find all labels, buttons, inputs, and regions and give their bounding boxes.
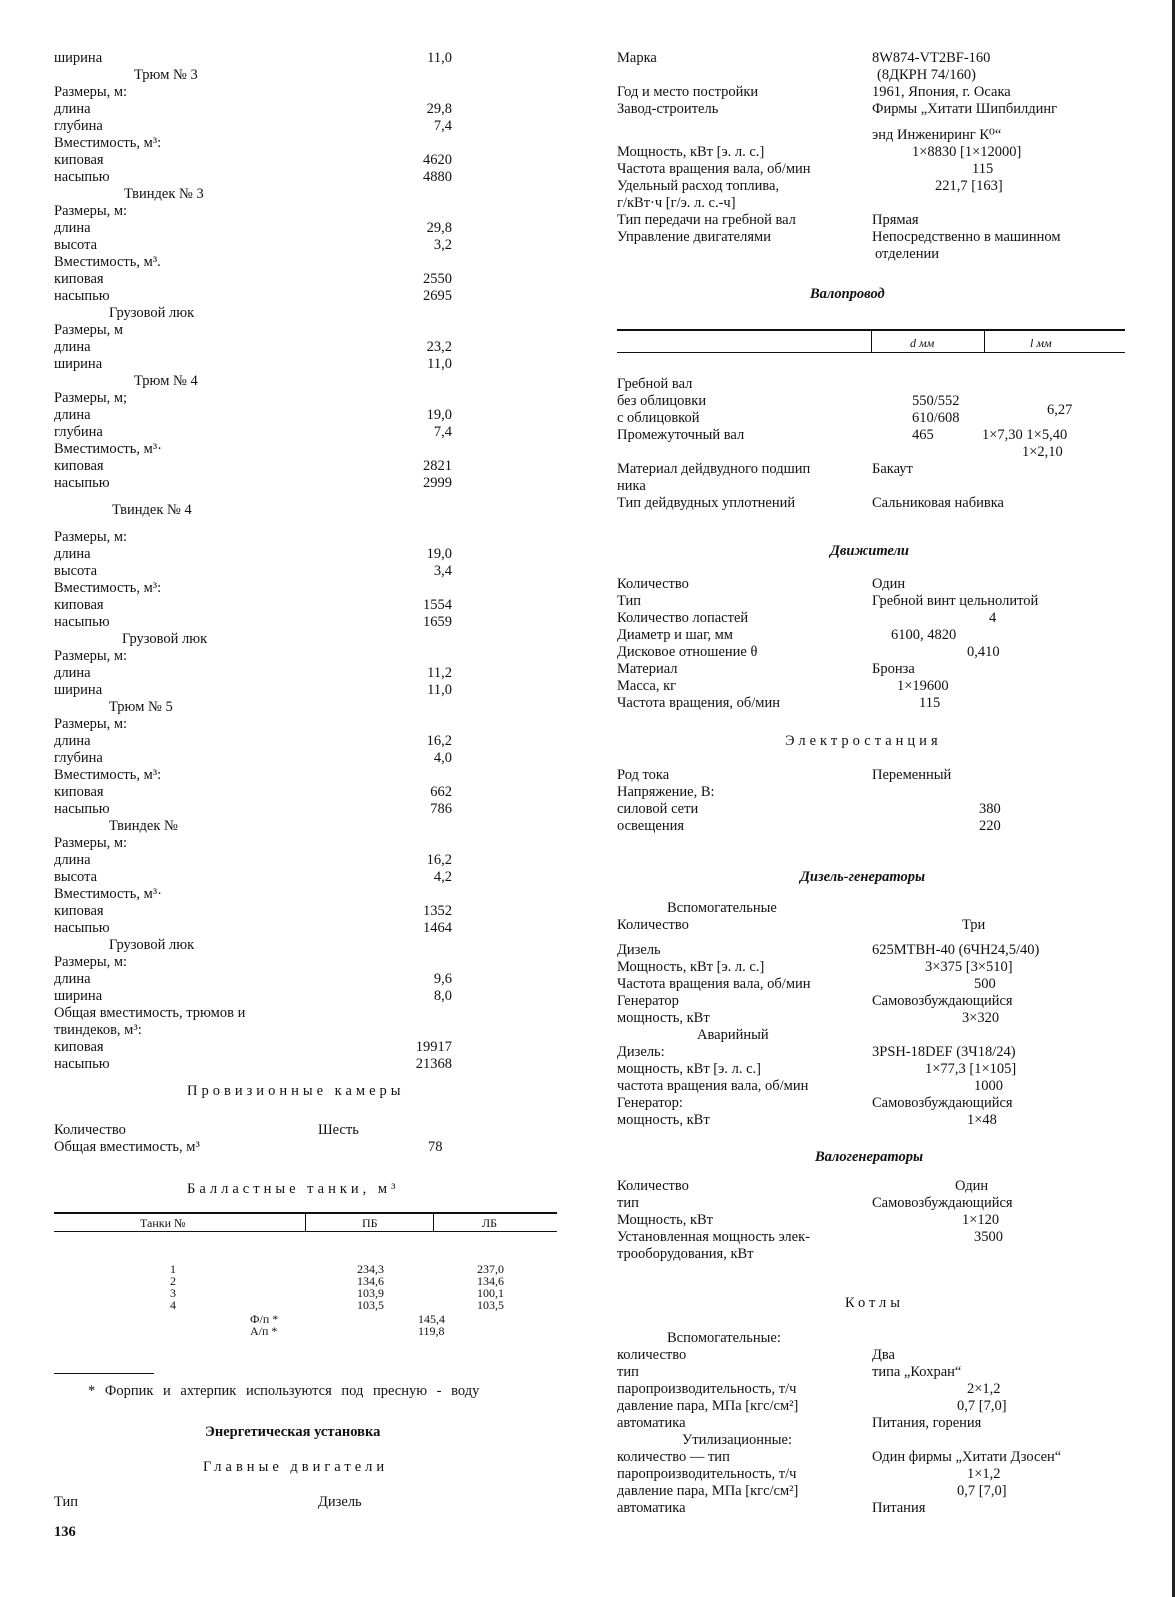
- shaftgen-label: трооборудования, кВт: [617, 1246, 754, 1262]
- provision-count-value: Шесть: [318, 1122, 359, 1138]
- shaft-row-l: 6,27: [1047, 402, 1073, 418]
- power-label: силовой сети: [617, 801, 699, 817]
- spec-value: 7,4: [433, 118, 452, 134]
- ballast-extra-value: 145,4: [418, 1312, 445, 1326]
- dg-value: Самовозбуждающийся: [872, 1095, 1013, 1111]
- spec-label: Размеры, м:: [54, 835, 128, 851]
- ballast-title: Балластные танки, м³: [187, 1181, 400, 1197]
- dg-value: Самовозбуждающийся: [872, 993, 1013, 1009]
- spec-label: Размеры, м:: [54, 648, 128, 664]
- spec-label: Размеры, м: [54, 322, 124, 338]
- energy-type-value: Дизель: [318, 1494, 362, 1510]
- dg-title: Дизель-генераторы: [800, 869, 926, 885]
- engine-value: отделении: [875, 246, 939, 262]
- propulsion-value: 0,410: [967, 644, 1000, 660]
- spec-label: Общая вместимость, трюмов и: [54, 1005, 246, 1021]
- energy-title: Энергетическая установка: [205, 1424, 381, 1440]
- spec-value: 23,2: [426, 339, 452, 355]
- dg-value: Три: [962, 917, 986, 933]
- spec-value: 8,0: [433, 988, 452, 1004]
- ballast-col-rule-2: [433, 1213, 434, 1231]
- propulsion-value: 4: [989, 610, 997, 626]
- shaft-title: Валопровод: [810, 286, 885, 302]
- ballast-pb-value: 134,6: [357, 1274, 384, 1288]
- engine-value: Непосредственно в машинном: [872, 229, 1061, 245]
- dg-label: Мощность, кВт [э. л. с.]: [617, 959, 765, 975]
- spec-value: 4,2: [433, 869, 452, 885]
- shaft-material-value: Бакаут: [872, 461, 913, 477]
- spec-label: Размеры, м:: [54, 203, 128, 219]
- spec-value: 7,4: [433, 424, 452, 440]
- shaft-row-label: Гребной вал: [617, 376, 693, 392]
- ballast-footnote: * Форпик и ахтерпик используются под пресную - воду: [88, 1383, 480, 1399]
- boiler-label: давление пара, МПа [кгс/см²]: [617, 1398, 799, 1414]
- spec-value: 19,0: [426, 546, 452, 562]
- shaft-material-label: Материал дейдвудного подшип: [617, 461, 811, 477]
- boiler-value: Один фирмы „Хитати Дзосен“: [872, 1449, 1062, 1465]
- propulsion-value: 6100, 4820: [891, 627, 957, 643]
- boiler-subheading: Вспомогательные:: [667, 1330, 781, 1346]
- boilers-title: Котлы: [845, 1295, 904, 1311]
- shaftgen-label: Установленная мощность элек-: [617, 1229, 810, 1245]
- hold-heading: Трюм № 5: [109, 699, 173, 715]
- propulsion-label: Масса, кг: [617, 678, 677, 694]
- spec-value: 11,0: [427, 682, 452, 698]
- spec-label: ширина: [54, 682, 103, 698]
- shaft-row-d: 610/608: [912, 410, 960, 426]
- spec-value: 2821: [423, 458, 452, 474]
- dg-label: частота вращения вала, об/мин: [617, 1078, 809, 1094]
- spec-label: насыпью: [54, 920, 110, 936]
- ballast-tank-number: 3: [170, 1286, 176, 1300]
- spec-value: 4,0: [433, 750, 452, 766]
- spec-label: Вместимость, м³·: [54, 886, 162, 902]
- boiler-value: Питания: [872, 1500, 926, 1516]
- spec-label: длина: [54, 971, 91, 987]
- spec-value: 16,2: [426, 733, 452, 749]
- dg-subheading: Вспомогательные: [667, 900, 777, 916]
- spec-label: глубина: [54, 118, 103, 134]
- ballast-tank-number: 1: [170, 1262, 176, 1276]
- dg-label: Частота вращения вала, об/мин: [617, 976, 811, 992]
- dg-value: 1000: [974, 1078, 1003, 1094]
- spec-value: 786: [430, 801, 452, 817]
- shaft-row-label: Промежуточный вал: [617, 427, 745, 443]
- engine-value: 8W874-VT2BF-160: [872, 50, 991, 66]
- ballast-col-rule-1: [305, 1213, 306, 1231]
- spec-label: Размеры, м;: [54, 390, 128, 406]
- spec-label: киповая: [54, 1039, 104, 1055]
- spec-label: твиндеков, м³:: [54, 1022, 142, 1038]
- hold-heading: Твиндек № 4: [112, 502, 192, 518]
- spec-value: 16,2: [426, 852, 452, 868]
- ballast-lb-value: 103,5: [477, 1298, 504, 1312]
- boiler-label: давление пара, МПа [кгс/см²]: [617, 1483, 799, 1499]
- power-label: Напряжение, В:: [617, 784, 715, 800]
- spec-value: 29,8: [426, 101, 452, 117]
- boiler-value: 2×1,2: [967, 1381, 1001, 1397]
- spec-value: 3,2: [433, 237, 452, 253]
- shaft-head-d: d мм: [910, 336, 935, 350]
- engine-label: Завод-строитель: [617, 101, 719, 117]
- boiler-value: Два: [872, 1347, 895, 1363]
- power-value: 220: [979, 818, 1001, 834]
- propulsion-label: Материал: [617, 661, 678, 677]
- dg-value: 3PSH-18DEF (3Ч18/24): [872, 1044, 1016, 1060]
- hold-heading: Грузовой люк: [109, 937, 195, 953]
- engine-value: 221,7 [163]: [935, 178, 1003, 194]
- spec-value: 1352: [423, 903, 452, 919]
- engine-value: 1×8830 [1×12000]: [912, 144, 1022, 160]
- dg-value: 500: [974, 976, 996, 992]
- propulsion-value: Гребной винт цельнолитой: [872, 593, 1039, 609]
- shaftgen-value: Самовозбуждающийся: [872, 1195, 1013, 1211]
- power-value: Переменный: [872, 767, 952, 783]
- spec-value: 9,6: [433, 971, 452, 987]
- spec-label: насыпью: [54, 288, 110, 304]
- shaftgen-label: Мощность, кВт: [617, 1212, 714, 1228]
- shaft-head-rule: [617, 352, 1125, 353]
- dg-label: мощность, кВт: [617, 1010, 710, 1026]
- spec-label: киповая: [54, 458, 104, 474]
- spec-label: Вместимость, м³:: [54, 767, 162, 783]
- spec-label: киповая: [54, 597, 104, 613]
- dg-label: Дизель:: [617, 1044, 665, 1060]
- shaft-head-l: l мм: [1030, 336, 1052, 350]
- engine-label: г/кВт·ч [г/э. л. с.-ч]: [617, 195, 736, 211]
- propulsion-label: Тип: [617, 593, 642, 609]
- engine-value: Фирмы „Хитати Шипбилдинг: [872, 101, 1058, 117]
- spec-value: 4880: [423, 169, 452, 185]
- shaft-material-label-2: ника: [617, 478, 646, 494]
- hold-heading: Грузовой люк: [109, 305, 195, 321]
- spec-value: 11,0: [427, 50, 452, 66]
- shaft-col-rule-2: [984, 330, 985, 352]
- provision-title: Провизионные камеры: [187, 1083, 405, 1099]
- provision-volume-value: 78: [428, 1139, 443, 1155]
- dg-value: 3×320: [962, 1010, 1000, 1026]
- shaftgen-title: Валогенераторы: [815, 1149, 924, 1165]
- page-number: 136: [54, 1524, 76, 1540]
- spec-value: 1464: [423, 920, 452, 936]
- ballast-lb-value: 237,0: [477, 1262, 504, 1276]
- engine-label: Тип передачи на гребной вал: [617, 212, 796, 228]
- boiler-label: количество: [617, 1347, 687, 1363]
- spec-value: 1554: [423, 597, 452, 613]
- spec-value: 4620: [423, 152, 452, 168]
- propulsion-value: Один: [872, 576, 906, 592]
- propulsion-value: 1×19600: [897, 678, 949, 694]
- shaft-row-l: 1×7,30 1×5,40: [982, 427, 1068, 443]
- hold-heading: Трюм № 4: [134, 373, 198, 389]
- propulsion-label: Дисковое отношение θ: [617, 644, 758, 660]
- dg-subheading: Аварийный: [697, 1027, 769, 1043]
- spec-value: 21368: [415, 1056, 452, 1072]
- engine-label: Год и место постройки: [617, 84, 759, 100]
- spec-label: киповая: [54, 152, 104, 168]
- shaftgen-label: тип: [617, 1195, 639, 1211]
- propulsion-title: Движители: [830, 543, 909, 559]
- engine-label: Марка: [617, 50, 657, 66]
- footnote-rule: [54, 1373, 154, 1374]
- spec-value: 29,8: [426, 220, 452, 236]
- engine-label: Частота вращения вала, об/мин: [617, 161, 811, 177]
- dg-value: 625MTBH-40 (6ЧН24,5/40): [872, 942, 1040, 958]
- dg-label: Дизель: [617, 942, 661, 958]
- engine-value: Прямая: [872, 212, 919, 228]
- dg-value: 1×77,3 [1×105]: [925, 1061, 1017, 1077]
- spec-value: 1659: [423, 614, 452, 630]
- ballast-lb-value: 100,1: [477, 1286, 504, 1300]
- spec-label: длина: [54, 733, 91, 749]
- shaft-row-d: 550/552: [912, 393, 960, 409]
- spec-label: насыпью: [54, 801, 110, 817]
- ballast-pb-value: 103,5: [357, 1298, 384, 1312]
- spec-label: киповая: [54, 784, 104, 800]
- ballast-tank-number: 4: [170, 1298, 176, 1312]
- spec-label: высота: [54, 237, 98, 253]
- ballast-extra-name: Ф/п *: [250, 1312, 279, 1326]
- spec-value: 2550: [423, 271, 452, 287]
- dg-value: 3×375 [3×510]: [925, 959, 1013, 975]
- provision-volume-label: Общая вместимость, м³: [54, 1139, 200, 1155]
- spec-label: Размеры, м:: [54, 716, 128, 732]
- spec-value: 2695: [423, 288, 452, 304]
- ballast-head-pb: ПБ: [362, 1216, 378, 1230]
- propulsion-value: Бронза: [872, 661, 915, 677]
- spec-value: 19917: [415, 1039, 452, 1055]
- shaftgen-value: Один: [955, 1178, 989, 1194]
- dg-label: мощность, кВт [э. л. с.]: [617, 1061, 761, 1077]
- spec-label: Размеры, м:: [54, 954, 128, 970]
- ballast-head-lb: ЛБ: [482, 1216, 498, 1230]
- spec-label: Размеры, м:: [54, 529, 128, 545]
- spec-value: 19,0: [426, 407, 452, 423]
- hold-heading: Грузовой люк: [122, 631, 208, 647]
- hold-heading: Твиндек №: [109, 818, 178, 834]
- shaft-seal-label: Тип дейдвудных уплотнений: [617, 495, 796, 511]
- boiler-value: 1×1,2: [967, 1466, 1001, 1482]
- propulsion-label: Диаметр и шаг, мм: [617, 627, 733, 643]
- dg-label: Генератор:: [617, 1095, 683, 1111]
- power-title: Электростанция: [785, 733, 942, 749]
- engine-label: Управление двигателями: [617, 229, 771, 245]
- shaft-seal-value: Сальниковая набивка: [872, 495, 1004, 511]
- ballast-pb-value: 234,3: [357, 1262, 384, 1276]
- spec-label: длина: [54, 339, 91, 355]
- engine-value: (8ДКРН 74/160): [877, 67, 976, 83]
- spec-label: насыпью: [54, 169, 110, 185]
- spec-label: ширина: [54, 988, 103, 1004]
- spec-label: длина: [54, 407, 91, 423]
- dg-label: мощность, кВт: [617, 1112, 710, 1128]
- spec-label: высота: [54, 563, 98, 579]
- hold-heading: Твиндек № 3: [124, 186, 204, 202]
- engine-label: Мощность, кВт [э. л. с.]: [617, 144, 765, 160]
- boiler-value: типа „Кохран“: [872, 1364, 962, 1380]
- shaftgen-value: 1×120: [962, 1212, 1000, 1228]
- shaft-col-rule-1: [871, 330, 872, 352]
- shaft-row-label: с облицовкой: [617, 410, 700, 426]
- propulsion-label: Количество: [617, 576, 689, 592]
- power-label: Род тока: [617, 767, 670, 783]
- boiler-subheading: Утилизационные:: [682, 1432, 793, 1448]
- propulsion-label: Количество лопастей: [617, 610, 749, 626]
- propulsion-value: 115: [919, 695, 941, 711]
- spec-label: длина: [54, 220, 91, 236]
- engine-label: Удельный расход топлива,: [617, 178, 780, 194]
- dg-label: Количество: [617, 917, 689, 933]
- boiler-label: автоматика: [617, 1500, 686, 1516]
- power-label: освещения: [617, 818, 685, 834]
- hold-heading: Трюм № 3: [134, 67, 198, 83]
- boiler-label: паропроизводительность, т/ч: [617, 1381, 797, 1397]
- spec-label: киповая: [54, 903, 104, 919]
- spec-label: длина: [54, 665, 91, 681]
- propulsion-label: Частота вращения, об/мин: [617, 695, 780, 711]
- ballast-tank-number: 2: [170, 1274, 176, 1288]
- spec-value: 3,4: [433, 563, 452, 579]
- spec-label: насыпью: [54, 475, 110, 491]
- spec-label: насыпью: [54, 1056, 110, 1072]
- ballast-head-tank: Танки №: [140, 1216, 186, 1230]
- spec-value: 11,0: [427, 356, 452, 372]
- shaftgen-value: 3500: [974, 1229, 1003, 1245]
- ballast-extra-value: 119,8: [418, 1324, 445, 1338]
- boiler-label: паропроизводительность, т/ч: [617, 1466, 797, 1482]
- energy-type-label: Тип: [54, 1494, 79, 1510]
- engine-value: энд Инжениринг К⁰“: [872, 127, 1002, 143]
- dg-label: Генератор: [617, 993, 679, 1009]
- engine-value: 115: [972, 161, 994, 177]
- ballast-extra-name: А/п *: [250, 1324, 278, 1338]
- spec-label: киповая: [54, 271, 104, 287]
- spec-label: Вместимость, м³·: [54, 441, 162, 457]
- energy-subtitle: Главные двигатели: [203, 1459, 389, 1475]
- dg-value: 1×48: [967, 1112, 997, 1128]
- boiler-label: автоматика: [617, 1415, 686, 1431]
- spec-label: длина: [54, 101, 91, 117]
- spec-value: 11,2: [427, 665, 452, 681]
- spec-label: длина: [54, 852, 91, 868]
- spec-label: длина: [54, 546, 91, 562]
- spec-label: ширина: [54, 356, 103, 372]
- boiler-value: Питания, горения: [872, 1415, 982, 1431]
- engine-value: 1961, Япония, г. Осака: [872, 84, 1011, 100]
- spec-label: высота: [54, 869, 98, 885]
- boiler-label: количество — тип: [617, 1449, 730, 1465]
- spec-label: Размеры, м:: [54, 84, 128, 100]
- power-value: 380: [979, 801, 1001, 817]
- spec-label: глубина: [54, 424, 103, 440]
- spec-label: насыпью: [54, 614, 110, 630]
- shaft-row-label: без облицовки: [617, 393, 707, 409]
- shaftgen-label: Количество: [617, 1178, 689, 1194]
- boiler-value: 0,7 [7,0]: [957, 1483, 1007, 1499]
- shaft-row-d: 465: [912, 427, 934, 443]
- spec-label: Вместимость, м³:: [54, 580, 162, 596]
- ballast-pb-value: 103,9: [357, 1286, 384, 1300]
- spec-value: 2999: [423, 475, 452, 491]
- spec-value: 662: [430, 784, 452, 800]
- spec-label: ширина: [54, 50, 103, 66]
- boiler-value: 0,7 [7,0]: [957, 1398, 1007, 1414]
- spec-label: глубина: [54, 750, 103, 766]
- provision-count-label: Количество: [54, 1122, 126, 1138]
- spec-label: Вместимость, м³:: [54, 135, 162, 151]
- shaft-row-l: 1×2,10: [1022, 444, 1063, 460]
- spec-label: Вместимость, м³.: [54, 254, 161, 270]
- boiler-label: тип: [617, 1364, 639, 1380]
- ballast-lb-value: 134,6: [477, 1274, 504, 1288]
